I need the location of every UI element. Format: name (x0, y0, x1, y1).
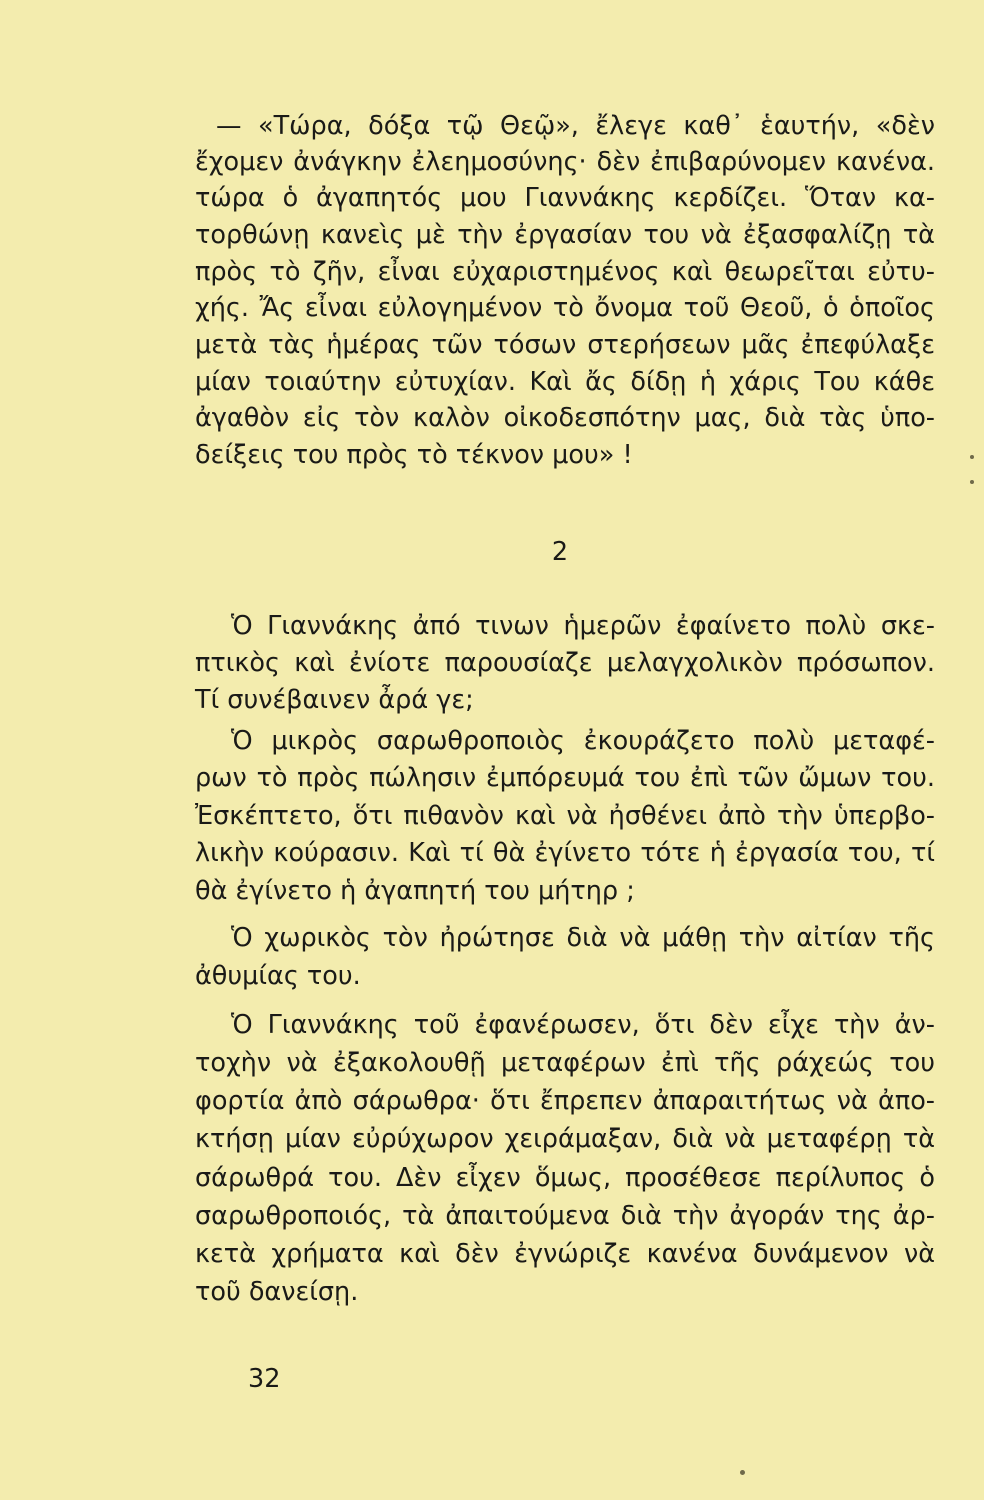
page-number: 32 (248, 1364, 281, 1394)
scan-speck (740, 1470, 745, 1475)
text-line: λικὴν κούρασιν. Καὶ τί θὰ ἐγίνετο τότε ἡ ἐργασία του, τί (195, 838, 935, 868)
text-line: δείξεις του πρὸς τὸ τέκνον μου» ! (195, 440, 633, 470)
text-line: κετὰ χρήματα καὶ δὲν ἐγνώριζε κανένα δυνάμενον νὰ (195, 1239, 935, 1269)
text-line: σάρωθρά του. Δὲν εἶχεν ὅμως, προσέθεσε περίλυπος ὁ (195, 1163, 935, 1193)
text-line: φορτία ἀπὸ σάρωθρα· ὅτι ἔπρεπεν ἀπαραιτήτως νὰ ἀπο- (195, 1086, 935, 1116)
text-line: τώρα ὁ ἀγαπητός μου Γιαννάκης κερδίζει. Ὅταν κα- (195, 183, 935, 213)
text-line: Ὁ Γιαννάκης τοῦ ἐφανέρωσεν, ὅτι δὲν εἶχε τὴν ἀν- (231, 1010, 935, 1040)
text-line: μίαν τοιαύτην εὐτυχίαν. Καὶ ἄς δίδῃ ἡ χάρις Του κάθε (195, 367, 935, 397)
text-line: Ὁ μικρὸς σαρωθροποιὸς ἐκουράζετο πολὺ μεταφέ- (231, 726, 935, 756)
text-line: τοῦ δανείσῃ. (195, 1277, 359, 1307)
text-line: θὰ ἐγίνετο ἡ ἀγαπητή του μήτηρ ; (195, 876, 635, 906)
scan-speck (970, 455, 974, 459)
text-line: πτικὸς καὶ ἐνίοτε παρουσίαζε μελαγχολικὸν πρόσωπον. (195, 648, 935, 678)
scan-speck (970, 480, 974, 484)
text-line: ἀθυμίας του. (195, 961, 361, 991)
text-line: Ὁ χωρικὸς τὸν ἠρώτησε διὰ νὰ μάθῃ τὴν αἰτίαν τῆς (231, 923, 935, 953)
text-line: ἔχομεν ἀνάγκην ἐλεημοσύνης· δὲν ἐπιβαρύνομεν κανένα. (195, 147, 935, 177)
text-line: Ἐσκέπτετο, ὅτι πιθανὸν καὶ νὰ ἠσθένει ἀπὸ τὴν ὑπερβο- (195, 801, 935, 831)
text-line: ρων τὸ πρὸς πώλησιν ἐμπόρευμά του ἐπὶ τῶν ὤμων του. (195, 763, 935, 793)
text-line: τοχὴν νὰ ἐξακολουθῇ μεταφέρων ἐπὶ τῆς ράχεώς του (195, 1048, 935, 1078)
text-line: τορθώνῃ κανεὶς μὲ τὴν ἐργασίαν του νὰ ἐξασφαλίζῃ τὰ (195, 220, 935, 250)
text-line: — «Τώρα, δόξα τῷ Θεῷ», ἔλεγε καθ᾽ ἑαυτήν, «δὲν (216, 111, 935, 141)
text-line: χής. Ἄς εἶναι εὐλογημένον τὸ ὄνομα τοῦ Θεοῦ, ὁ ὁποῖος (195, 293, 935, 323)
text-line: Ὁ Γιαννάκης ἀπό τινων ἡμερῶν ἐφαίνετο πολὺ σκε- (231, 611, 935, 641)
text-line: μετὰ τὰς ἡμέρας τῶν τόσων στερήσεων μᾶς ἐπεφύλαξε (195, 330, 935, 360)
text-line: πρὸς τὸ ζῆν, εἶναι εὐχαριστημένος καὶ θεωρεῖται εὐτυ- (195, 257, 935, 287)
section-number: 2 (551, 537, 569, 567)
text-line: ἀγαθὸν εἰς τὸν καλὸν οἰκοδεσπότην μας, διὰ τὰς ὑπο- (195, 403, 935, 433)
text-line: σαρωθροποιός, τὰ ἀπαιτούμενα διὰ τὴν ἀγοράν της ἀρ- (195, 1201, 935, 1231)
text-line: κτήσῃ μίαν εὐρύχωρον χειράμαξαν, διὰ νὰ μεταφέρῃ τὰ (195, 1124, 935, 1154)
text-line: Τί συνέβαινεν ἆρά γε; (195, 685, 474, 715)
